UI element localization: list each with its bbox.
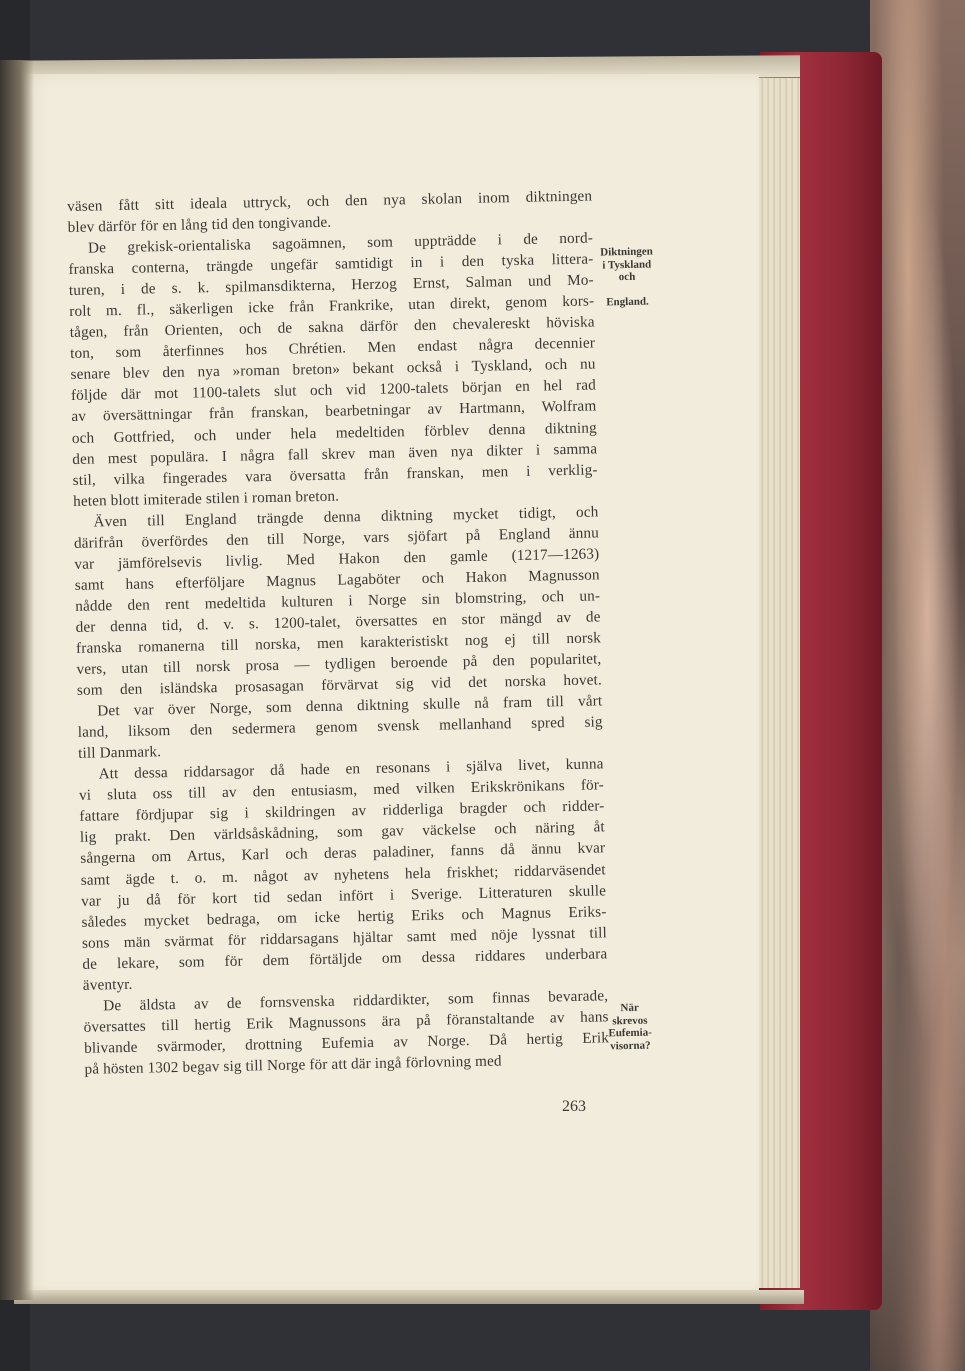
text-line: därifrån överfördes den till Norge, vars sjöfart på England ännu bbox=[73, 524, 600, 552]
text-line: av översättningar från franskan, bearbetningar av Hartmann, Wolfram bbox=[71, 397, 597, 426]
text-line: turen, i de s. k. spilmansdikterna, Herzog Ernst, Salman und Mo- bbox=[68, 271, 594, 300]
text-line: Det var över Norge, som denna diktning skulle nå fram till vårt bbox=[97, 692, 603, 720]
margin-note-line: skrevos bbox=[612, 1014, 648, 1027]
text-line: De grekisk-orientaliska sagoämnen, som uppträdde i de nord- bbox=[87, 229, 594, 257]
margin-note-eufemia bbox=[600, 1001, 661, 1052]
text-line: som den isländska prosasagan förvärvat sig vid det norska hovet. bbox=[76, 671, 602, 699]
text-line: nådde den rent medeltida kulturen i Norge sin blomstring, och un- bbox=[75, 587, 601, 615]
margin-note-line: Eufemia- bbox=[608, 1026, 652, 1040]
text-line: rolt m. fl., säkerligen icke från Frankrike, utan direkt, genom kors- bbox=[69, 292, 595, 321]
text-line: land, liksom den sedermera genom svensk mellanhand spred sig bbox=[77, 713, 603, 742]
text-line: följde där mot 1100-talets slut och vid 1200-talets början en hel rad bbox=[70, 376, 597, 405]
text-line: Även till England trängde denna diktning mycket tidigt, och bbox=[93, 503, 599, 531]
text-line: sångerna om Artus, Karl och deras paladiner, fanns då ännu kvar bbox=[80, 839, 606, 868]
text-line: till Danmark. bbox=[78, 743, 162, 763]
text-line: der denna tid, d. v. s. 1200-talet, översattes en stor mängd av de bbox=[75, 608, 601, 636]
text-line: tågen, från Orienten, och de sakna därför den chevalereskt höviska bbox=[69, 313, 595, 342]
margin-note-line: visorna? bbox=[610, 1039, 651, 1052]
text-line: äventyr. bbox=[82, 975, 133, 994]
text-line: sons män svärmat för riddarsagans hjältar samt med nöje lyssnat till bbox=[81, 923, 608, 952]
text-line: ton, som återfinnes hos Chrétien. Men endast några decennier bbox=[69, 334, 596, 363]
text-line: blivande svärmoder, drottning Eufemia av Norge. Då hertig Erik bbox=[83, 1029, 610, 1057]
margin-note-line: När bbox=[620, 1001, 639, 1015]
text-line: översattes till hertig Erik Magnussons ära på föranstaltande av hans bbox=[83, 1008, 609, 1036]
margin-note-line: England. bbox=[606, 295, 649, 308]
text-line: lig prakt. Den världsåskådning, som gav väckelse och näring åt bbox=[79, 818, 605, 847]
text-line: var jämförelsevis livlig. Med Hakon den gamle (1217—1263) bbox=[74, 545, 600, 573]
text-line: på hösten 1302 begav sig till Norge för att där ingå förlovning med bbox=[84, 1052, 502, 1078]
text-line: senare blev den nya »roman breton» bekant också i Tyskland, och nu bbox=[70, 355, 596, 384]
text-line: således mycket bedraga, om icke hertig Eriks och Magnus Eriks- bbox=[81, 902, 607, 931]
text-line: franska conterna, trängde ungefär samtidigt in i den tyska littera- bbox=[68, 250, 594, 279]
page-edges bbox=[752, 78, 800, 1288]
marbled-endpaper bbox=[870, 0, 965, 1371]
text-line: väsen fått sitt ideala uttryck, och den nya skolan inom diktningen bbox=[67, 187, 593, 215]
text-line: fattare fördjupar sig i skildringen av ridderliga bragder och ridder- bbox=[79, 797, 605, 826]
text-line: blev därför för en lång tid den tongivande. bbox=[67, 213, 332, 237]
text-line: den mest populära. I några fall skrev man även nya dikter i samma bbox=[72, 439, 598, 468]
spine-shadow bbox=[0, 60, 34, 1300]
text-line: Att dessa riddarsagor då hade en resonans i själva livet, kunna bbox=[98, 755, 604, 783]
margin-note-line: Diktningen bbox=[600, 245, 653, 259]
text-line: de lekare, som för dem förtäljde om dessa riddares underbara bbox=[82, 944, 608, 973]
text-line: samt ägde t. o. m. något av nyhetens hela friskhet; riddarväsendet bbox=[80, 860, 606, 889]
text-line: vi sluta oss till av den entusiasm, med vilken Erikskrönikans för- bbox=[78, 776, 605, 805]
text-line: vers, utan till norsk prosa — tydligen beroende på den popularitet, bbox=[76, 650, 602, 678]
text-line: De äldsta av de fornsvenska riddardikter, som finnas bevarade, bbox=[103, 987, 609, 1015]
text-line: franska romanerna till norska, men karakteristiskt nog ej till norsk bbox=[75, 629, 602, 657]
text-line: samt hans efterföljare Magnus Lagaböter och Hakon Magnusson bbox=[74, 566, 600, 594]
body-text bbox=[67, 185, 610, 1079]
page-bottom-edge bbox=[14, 1290, 804, 1304]
margin-note-tyskland bbox=[593, 245, 660, 308]
margin-note-line: och bbox=[618, 270, 636, 284]
text-line: och Gottfried, och under hela medeltiden förblev denna diktning bbox=[71, 418, 597, 447]
page-number: 263 bbox=[562, 1098, 586, 1115]
margin-note-line: i Tyskland bbox=[602, 258, 652, 271]
text-line: stil, vilka fingerades vara översatta från franskan, men i verklig- bbox=[72, 461, 598, 489]
text-line: var ju då för kort tid sedan infört i Sverige. Litteraturen skulle bbox=[80, 881, 607, 910]
text-line: heten blott imiterade stilen i roman breton. bbox=[72, 487, 340, 510]
